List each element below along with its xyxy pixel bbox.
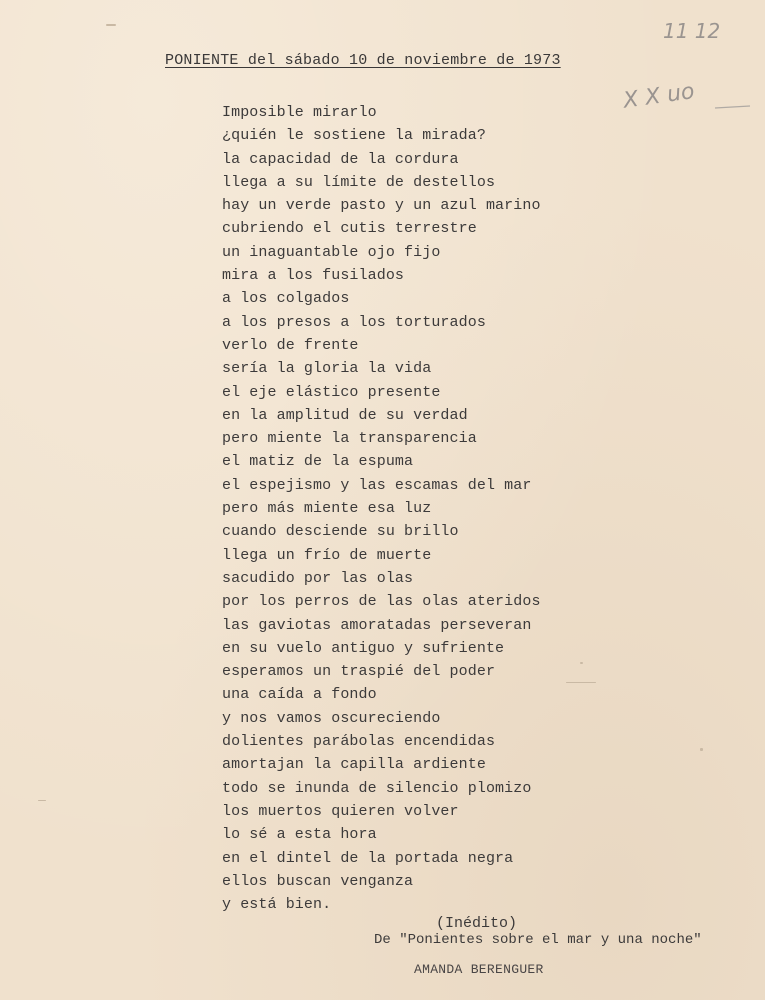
pencil-stroke: [715, 106, 750, 108]
source-attribution: De "Ponientes sobre el mar y una noche": [374, 932, 702, 948]
poem-line: y nos vamos oscureciendo: [222, 709, 441, 727]
poem-line: una caída a fondo: [222, 686, 377, 704]
poem-line: sacudido por las olas: [222, 569, 414, 587]
paper-fleck: [106, 24, 116, 26]
poem-line: el eje elástico presente: [222, 383, 441, 401]
poem-line: ¿quién le sostiene la mirada?: [222, 127, 486, 145]
poem-line: en su vuelo antiguo y sufriente: [222, 639, 505, 657]
poem-line: las gaviotas amoratadas perseveran: [222, 616, 532, 634]
poem-line: esperamos un traspié del poder: [222, 663, 496, 681]
poem-body: [222, 101, 541, 916]
poem-line: y está bien.: [222, 896, 332, 914]
poem-line: todo se inunda de silencio plomizo: [222, 779, 532, 797]
poem-line: a los colgados: [222, 290, 350, 308]
pencil-annotations: [565, 0, 765, 140]
poem-line: verlo de frente: [222, 336, 359, 354]
poem-line: los muertos quieren volver: [222, 802, 459, 820]
publication-status: (Inédito): [436, 915, 518, 932]
poem-line: hay un verde pasto y un azul marino: [222, 197, 541, 215]
poem-line: la capacidad de la cordura: [222, 150, 459, 168]
poem-line: cubriendo el cutis terrestre: [222, 220, 477, 238]
poem-line: lo sé a esta hora: [222, 826, 377, 844]
poem-line: a los presos a los torturados: [222, 313, 486, 331]
author-name: AMANDA BERENGUER: [414, 962, 544, 977]
poem-line: mira a los fusilados: [222, 267, 405, 285]
poem-line: llega un frío de muerte: [222, 546, 432, 564]
poem-line: el matiz de la espuma: [222, 453, 414, 471]
page-numbers-annotation: 11 12: [663, 19, 721, 43]
poem-line: pero más miente esa luz: [222, 500, 432, 518]
document-title: PONIENTE del sábado 10 de noviembre de 1973: [165, 52, 561, 69]
poem-line: pero miente la transparencia: [222, 430, 477, 448]
poem-line: sería la gloria la vida: [222, 360, 432, 378]
poem-line: en la amplitud de su verdad: [222, 406, 468, 424]
paper-fleck: [700, 748, 703, 751]
margin-note-annotation: X X uo: [621, 79, 697, 114]
paper-fleck: [566, 682, 596, 683]
paper-fleck: [38, 800, 46, 801]
paper-fleck: [580, 662, 583, 664]
poem-line: cuando desciende su brillo: [222, 523, 459, 541]
poem-line: un inaguantable ojo fijo: [222, 243, 441, 261]
poem-line: por los perros de las olas ateridos: [222, 593, 541, 611]
poem-line: llega a su límite de destellos: [222, 173, 496, 191]
poem-line: Imposible mirarlo: [222, 104, 377, 121]
poem-line: el espejismo y las escamas del mar: [222, 476, 532, 494]
poem-line: en el dintel de la portada negra: [222, 849, 514, 867]
poem-line: dolientes parábolas encendidas: [222, 733, 496, 751]
poem-line: amortajan la capilla ardiente: [222, 756, 486, 774]
poem-line: ellos buscan venganza: [222, 872, 414, 890]
